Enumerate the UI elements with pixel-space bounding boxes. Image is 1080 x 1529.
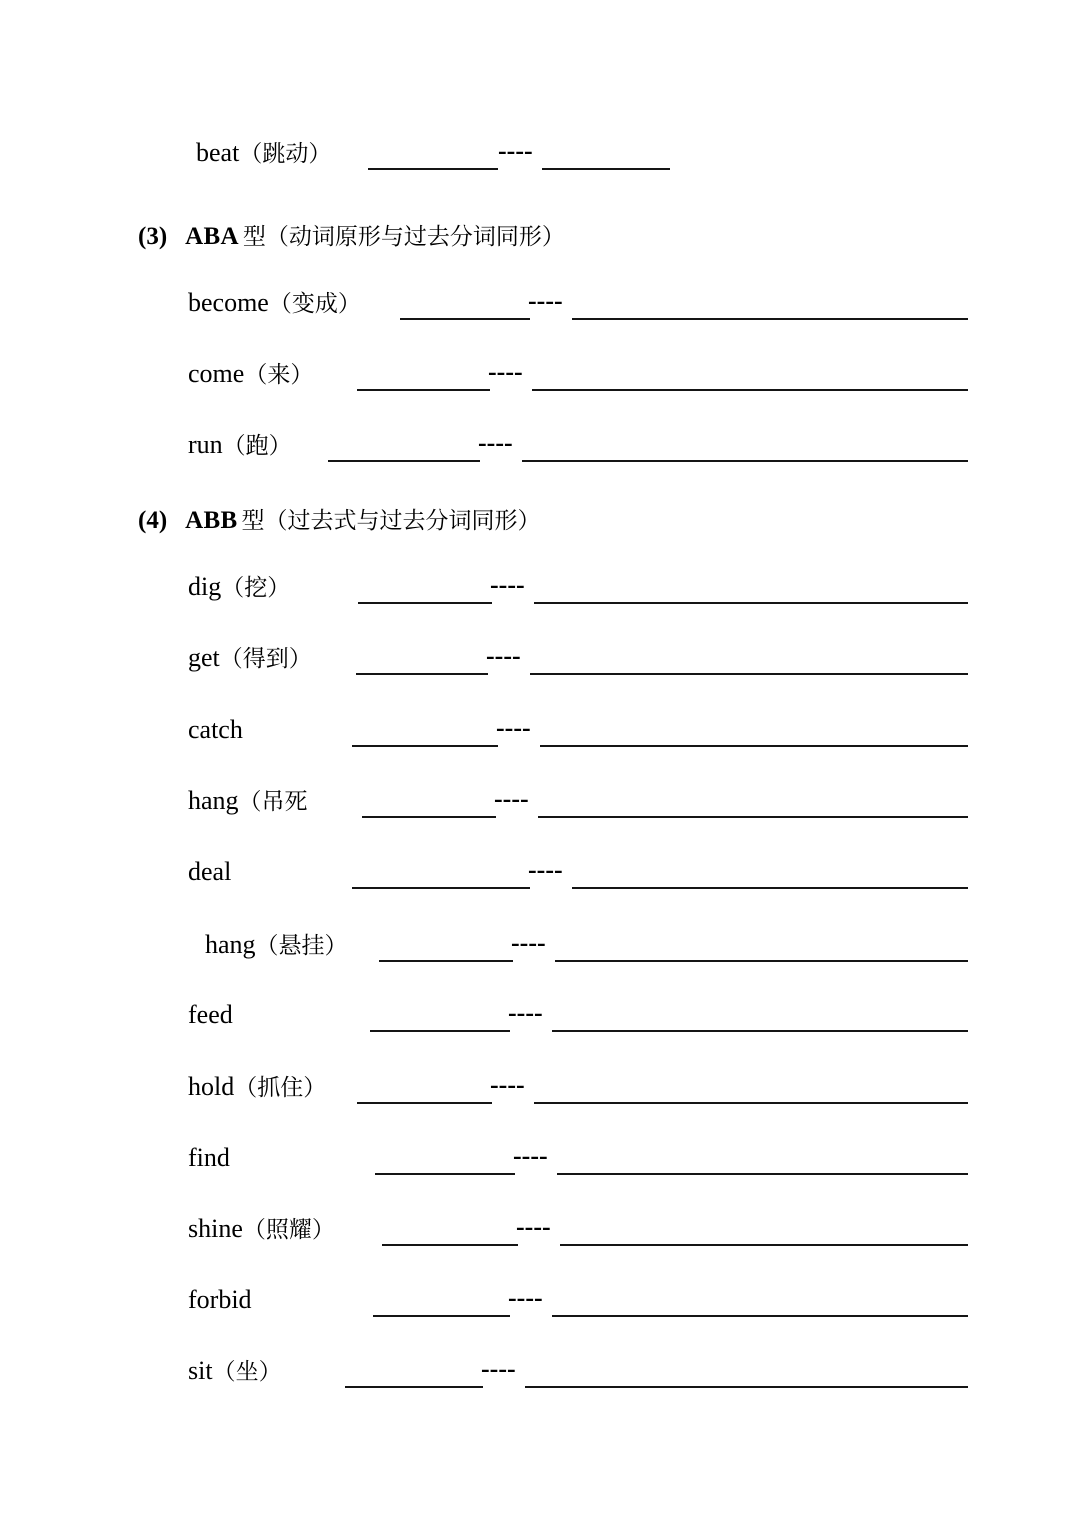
verb-label-find [188, 1145, 230, 1171]
row-separator-forbid: ---- [508, 1283, 543, 1312]
verb-label-catch [188, 717, 243, 743]
blank-participle-deal[interactable] [572, 887, 968, 889]
row-separator-get: ---- [486, 641, 521, 670]
verb-label-dig [188, 574, 290, 600]
section-number-abb: (4) [138, 507, 168, 534]
verb-row-shine [0, 1204, 1080, 1256]
blank-participle-sit[interactable] [525, 1386, 968, 1388]
blank-participle-become[interactable] [572, 318, 968, 320]
row-separator-hang-die: ---- [494, 784, 529, 813]
blank-past-get[interactable] [356, 673, 488, 675]
verb-row-find [0, 1133, 1080, 1185]
verb-row-hold [0, 1062, 1080, 1114]
verb-gloss-run: （跑） [222, 433, 292, 459]
row-separator-shine: ---- [516, 1212, 551, 1241]
blank-participle-hold[interactable] [534, 1102, 968, 1104]
verb-gloss-become: （变成） [268, 291, 361, 317]
section-chinese-aba: 型（动词原形与过去分词同形） [242, 224, 565, 250]
blank-past-hang-suspend[interactable] [379, 960, 513, 962]
blank-participle-shine[interactable] [560, 1244, 968, 1246]
blank-past-shine[interactable] [382, 1244, 518, 1246]
row-separator-dig: ---- [490, 570, 525, 599]
verb-english-sit: sit [188, 1356, 213, 1385]
row-separator-catch: ---- [496, 713, 531, 742]
row-separator-become: ---- [528, 286, 563, 315]
blank-participle-catch[interactable] [540, 745, 968, 747]
blank-participle-run[interactable] [522, 460, 968, 462]
verb-gloss-beat: （跳动） [239, 141, 332, 167]
verb-label-forbid [188, 1287, 252, 1313]
blank-past-beat[interactable] [368, 168, 498, 170]
verb-label-come [188, 361, 313, 387]
blank-participle-hang-suspend[interactable] [555, 960, 968, 962]
verb-gloss-shine: （照耀） [242, 1217, 335, 1243]
blank-participle-forbid[interactable] [552, 1315, 968, 1317]
row-separator-sit: ---- [481, 1354, 516, 1383]
blank-past-sit[interactable] [345, 1386, 483, 1388]
verb-gloss-hang-die: （吊死 [238, 789, 308, 815]
verb-label-become [188, 290, 361, 316]
section-number-aba: (3) [138, 223, 168, 250]
blank-past-feed[interactable] [370, 1030, 510, 1032]
blank-participle-hang-die[interactable] [538, 816, 968, 818]
section-code-abb: ABB [185, 507, 238, 534]
blank-participle-get[interactable] [530, 673, 968, 675]
verb-english-run: run [188, 430, 223, 459]
row-separator-feed: ---- [508, 998, 543, 1027]
section-chinese-abb: 型（过去式与过去分词同形） [241, 508, 541, 534]
verb-english-feed: feed [188, 1000, 233, 1029]
verb-label-run [188, 432, 292, 458]
blank-past-dig[interactable] [358, 602, 492, 604]
verb-english-dig: dig [188, 572, 222, 601]
verb-row-dig [0, 562, 1080, 614]
verb-english-beat: beat [196, 138, 240, 167]
blank-past-forbid[interactable] [373, 1315, 510, 1317]
verb-english-deal: deal [188, 857, 232, 886]
row-separator-hold: ---- [490, 1070, 525, 1099]
verb-label-sit [188, 1358, 282, 1384]
blank-past-become[interactable] [400, 318, 530, 320]
verb-english-come: come [188, 359, 245, 388]
blank-participle-come[interactable] [532, 389, 968, 391]
verb-gloss-hang-suspend: （悬挂） [255, 933, 348, 959]
verb-row-forbid [0, 1275, 1080, 1327]
section-heading-abb [138, 508, 540, 533]
verb-gloss-get: （得到） [219, 646, 312, 672]
verb-row-become [0, 278, 1080, 330]
verb-label-deal [188, 859, 231, 885]
verb-label-hold [188, 1074, 326, 1100]
row-separator-deal: ---- [528, 855, 563, 884]
verb-gloss-hold: （抓住） [234, 1075, 327, 1101]
verb-label-hang-suspend [205, 932, 348, 958]
verb-row-deal [0, 847, 1080, 899]
verb-row-hang-die [0, 776, 1080, 828]
blank-participle-feed[interactable] [552, 1030, 968, 1032]
blank-participle-find[interactable] [557, 1173, 968, 1175]
verb-label-beat [196, 140, 331, 166]
verb-row-feed [0, 990, 1080, 1042]
blank-past-find[interactable] [375, 1173, 515, 1175]
row-separator-find: ---- [513, 1141, 548, 1170]
blank-past-deal[interactable] [352, 887, 530, 889]
blank-past-catch[interactable] [352, 745, 498, 747]
verb-english-shine: shine [188, 1214, 243, 1243]
verb-english-hang-die: hang [188, 786, 239, 815]
row-separator-come: ---- [488, 357, 523, 386]
verb-english-forbid: forbid [188, 1285, 252, 1314]
verb-english-become: become [188, 288, 269, 317]
row-separator-run: ---- [478, 428, 513, 457]
row-separator-beat: ---- [498, 136, 533, 165]
verb-row-hang-suspend [0, 920, 1080, 972]
section-heading-aba [138, 224, 565, 249]
verb-row-come [0, 349, 1080, 401]
section-code-aba: ABA [185, 223, 239, 250]
verb-english-get: get [188, 643, 220, 672]
verb-row-catch [0, 705, 1080, 757]
verb-english-hold: hold [188, 1072, 235, 1101]
verb-english-catch: catch [188, 715, 243, 744]
verb-label-get [188, 645, 312, 671]
blank-participle-dig[interactable] [534, 602, 968, 604]
verb-gloss-dig: （挖） [221, 575, 291, 601]
verb-label-shine [188, 1216, 335, 1242]
blank-past-hold[interactable] [357, 1102, 492, 1104]
row-separator-hang-suspend: ---- [511, 928, 546, 957]
verb-english-find: find [188, 1143, 230, 1172]
verb-row-get [0, 633, 1080, 685]
verb-gloss-come: （来） [244, 362, 314, 388]
verb-row-beat [0, 128, 1080, 180]
verb-english-hang-suspend: hang [205, 930, 256, 959]
verb-row-sit [0, 1346, 1080, 1398]
verb-row-run [0, 420, 1080, 472]
blank-participle-beat[interactable] [542, 168, 670, 170]
verb-gloss-sit: （坐） [212, 1359, 282, 1385]
verb-label-feed [188, 1002, 233, 1028]
blank-past-run[interactable] [328, 460, 480, 462]
blank-past-hang-die[interactable] [362, 816, 496, 818]
blank-past-come[interactable] [357, 389, 490, 391]
verb-label-hang-die [188, 788, 308, 814]
